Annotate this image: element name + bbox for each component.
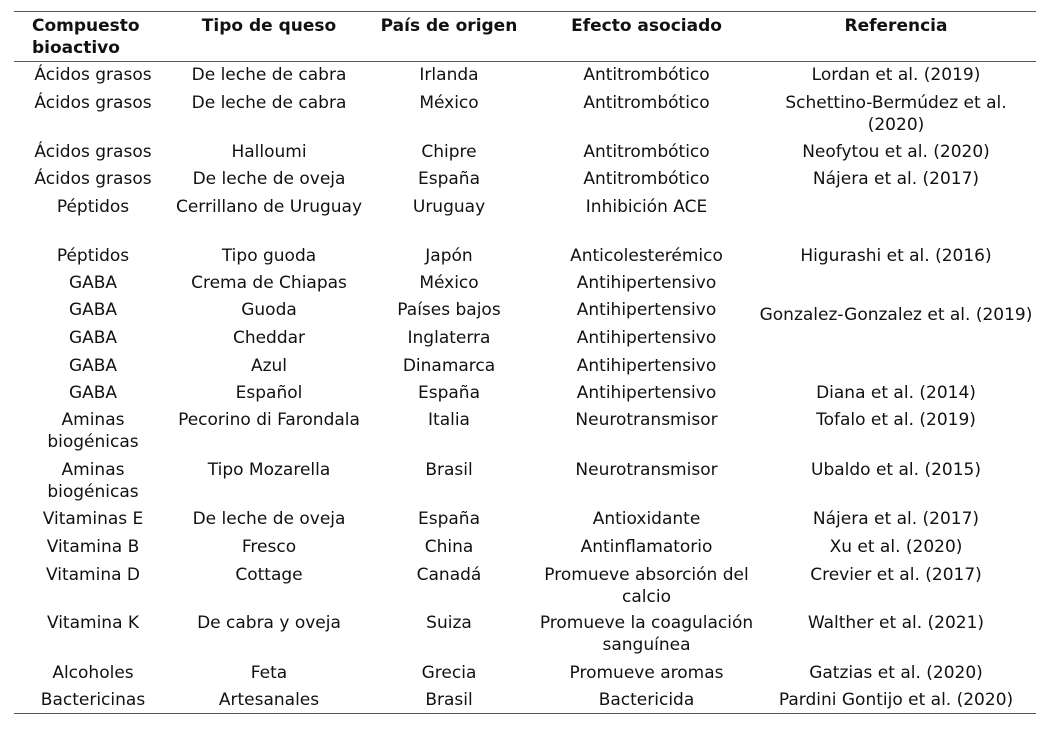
cell-compuesto: Vitamina K bbox=[46, 613, 140, 633]
cell-tipo-queso: De leche de cabra bbox=[191, 65, 347, 85]
cell-referencia: Lordan et al. (2019) bbox=[811, 65, 981, 85]
header-efecto: Efecto asociado bbox=[571, 16, 722, 36]
cell-efecto: Antitrombótico bbox=[583, 169, 710, 189]
cell-compuesto: Ácidos grasos bbox=[34, 169, 152, 189]
cell-efecto: Promueve aromas bbox=[569, 663, 724, 683]
cell-referencia: Nájera et al. (2017) bbox=[812, 509, 980, 529]
cell-compuesto: Ácidos grasos bbox=[34, 142, 152, 162]
cell-compuesto: GABA bbox=[68, 273, 118, 293]
cell-pais: México bbox=[419, 273, 479, 293]
cell-efecto: Antinflamatorio bbox=[580, 537, 713, 557]
cell-efecto: Anticolesterémico bbox=[570, 246, 723, 266]
cell-pais: España bbox=[418, 509, 480, 529]
cell-tipo-queso: Cheddar bbox=[232, 328, 306, 348]
cell-tipo-queso: Feta bbox=[250, 663, 288, 683]
cell-tipo-queso: De leche de cabra bbox=[191, 93, 347, 113]
cell-tipo-queso: Tipo Mozarella bbox=[207, 460, 331, 480]
cell-pais: Japón bbox=[425, 246, 473, 266]
cell-referencia: Neofytou et al. (2020) bbox=[802, 142, 990, 162]
header-bottom-rule bbox=[14, 61, 1036, 62]
cell-efecto: Antihipertensivo bbox=[576, 300, 717, 320]
cell-efecto: Antioxidante bbox=[592, 509, 701, 529]
cell-compuesto: Ácidos grasos bbox=[34, 65, 152, 85]
cell-efecto: Antihipertensivo bbox=[576, 383, 717, 403]
cell-tipo-queso: Artesanales bbox=[218, 690, 320, 710]
cell-compuesto: Aminas biogénicas bbox=[47, 410, 139, 452]
cell-tipo-queso: Crema de Chiapas bbox=[191, 273, 347, 293]
cell-tipo-queso: Pecorino di Farondala bbox=[178, 410, 360, 430]
cell-efecto: Inhibición ACE bbox=[585, 197, 708, 217]
cell-tipo-queso: De leche de oveja bbox=[192, 169, 346, 189]
cell-referencia: Pardini Gontijo et al. (2020) bbox=[778, 690, 1014, 710]
cell-efecto: Antitrombótico bbox=[583, 93, 710, 113]
cell-compuesto: Vitamina B bbox=[46, 537, 140, 557]
cell-pais: España bbox=[418, 383, 480, 403]
cell-pais: Brasil bbox=[425, 690, 473, 710]
cell-tipo-queso: Fresco bbox=[241, 537, 297, 557]
cell-referencia: Ubaldo et al. (2015) bbox=[811, 460, 981, 480]
spanning-reference: Gonzalez-Gonzalez et al. (2019) bbox=[759, 305, 1033, 325]
header-pais: País de origen bbox=[380, 16, 518, 36]
cell-referencia: Nájera et al. (2017) bbox=[812, 169, 980, 189]
header-tipo-queso: Tipo de queso bbox=[201, 16, 337, 36]
cell-compuesto: GABA bbox=[68, 328, 118, 348]
cell-compuesto: Vitaminas E bbox=[42, 509, 144, 529]
cell-efecto: Neurotransmisor bbox=[575, 460, 718, 480]
cell-referencia: Tofalo et al. (2019) bbox=[816, 410, 976, 430]
cell-pais: Italia bbox=[428, 410, 470, 430]
cell-efecto: Antihipertensivo bbox=[576, 356, 717, 376]
cell-tipo-queso: De leche de oveja bbox=[192, 509, 346, 529]
cell-efecto: Promueve absorción del calcio bbox=[544, 565, 749, 607]
cell-tipo-queso: Cerrillano de Uruguay bbox=[175, 197, 363, 217]
table-top-rule bbox=[14, 11, 1036, 12]
cell-pais: Grecia bbox=[421, 663, 477, 683]
cell-tipo-queso: Azul bbox=[250, 356, 288, 376]
cell-pais: Inglaterra bbox=[407, 328, 491, 348]
cell-pais: Dinamarca bbox=[402, 356, 496, 376]
cell-pais: Canadá bbox=[416, 565, 482, 585]
cell-compuesto: Alcoholes bbox=[52, 663, 134, 683]
cell-efecto: Antitrombótico bbox=[583, 65, 710, 85]
cell-referencia: Xu et al. (2020) bbox=[829, 537, 963, 557]
cell-compuesto: GABA bbox=[68, 356, 118, 376]
cell-pais: China bbox=[424, 537, 474, 557]
cell-tipo-queso: Halloumi bbox=[231, 142, 307, 162]
cell-efecto: Antihipertensivo bbox=[576, 328, 717, 348]
cell-efecto: Antitrombótico bbox=[583, 142, 710, 162]
cell-efecto: Neurotransmisor bbox=[575, 410, 718, 430]
cell-tipo-queso: Cottage bbox=[235, 565, 303, 585]
cell-pais: Chipre bbox=[421, 142, 477, 162]
cell-pais: Suiza bbox=[426, 613, 472, 633]
cell-pais: Irlanda bbox=[419, 65, 479, 85]
cell-referencia: Crevier et al. (2017) bbox=[810, 565, 982, 585]
cell-referencia: Gatzias et al. (2020) bbox=[809, 663, 983, 683]
cell-compuesto: GABA bbox=[68, 383, 118, 403]
cell-efecto: Antihipertensivo bbox=[576, 273, 717, 293]
cell-referencia: Higurashi et al. (2016) bbox=[800, 246, 992, 266]
cell-tipo-queso: De cabra y oveja bbox=[197, 613, 341, 633]
cell-efecto: Promueve la coagulación sanguínea bbox=[539, 613, 754, 655]
cell-referencia: Schettino-Bermúdez et al. (2020) bbox=[785, 93, 1007, 135]
cell-compuesto: Ácidos grasos bbox=[34, 93, 152, 113]
cell-compuesto: Péptidos bbox=[56, 246, 130, 266]
cell-pais: Uruguay bbox=[412, 197, 486, 217]
cell-tipo-queso: Español bbox=[235, 383, 303, 403]
cell-tipo-queso: Guoda bbox=[241, 300, 297, 320]
cell-referencia: Diana et al. (2014) bbox=[816, 383, 976, 403]
header-referencia: Referencia bbox=[844, 16, 948, 36]
cell-efecto: Bactericida bbox=[598, 690, 695, 710]
cell-pais: España bbox=[418, 169, 480, 189]
cell-compuesto: GABA bbox=[68, 300, 118, 320]
cell-pais: México bbox=[419, 93, 479, 113]
cell-compuesto: Vitamina D bbox=[45, 565, 141, 585]
cell-referencia: Walther et al. (2021) bbox=[807, 613, 985, 633]
table-bottom-rule bbox=[14, 713, 1036, 714]
cell-tipo-queso: Tipo guoda bbox=[221, 246, 317, 266]
cell-compuesto: Péptidos bbox=[56, 197, 130, 217]
cell-compuesto: Bactericinas bbox=[40, 690, 146, 710]
cell-compuesto: Aminas biogénicas bbox=[47, 460, 139, 502]
cell-pais: Países bajos bbox=[397, 300, 501, 320]
cell-pais: Brasil bbox=[425, 460, 473, 480]
header-compuesto: Compuesto bioactivo bbox=[32, 16, 140, 58]
